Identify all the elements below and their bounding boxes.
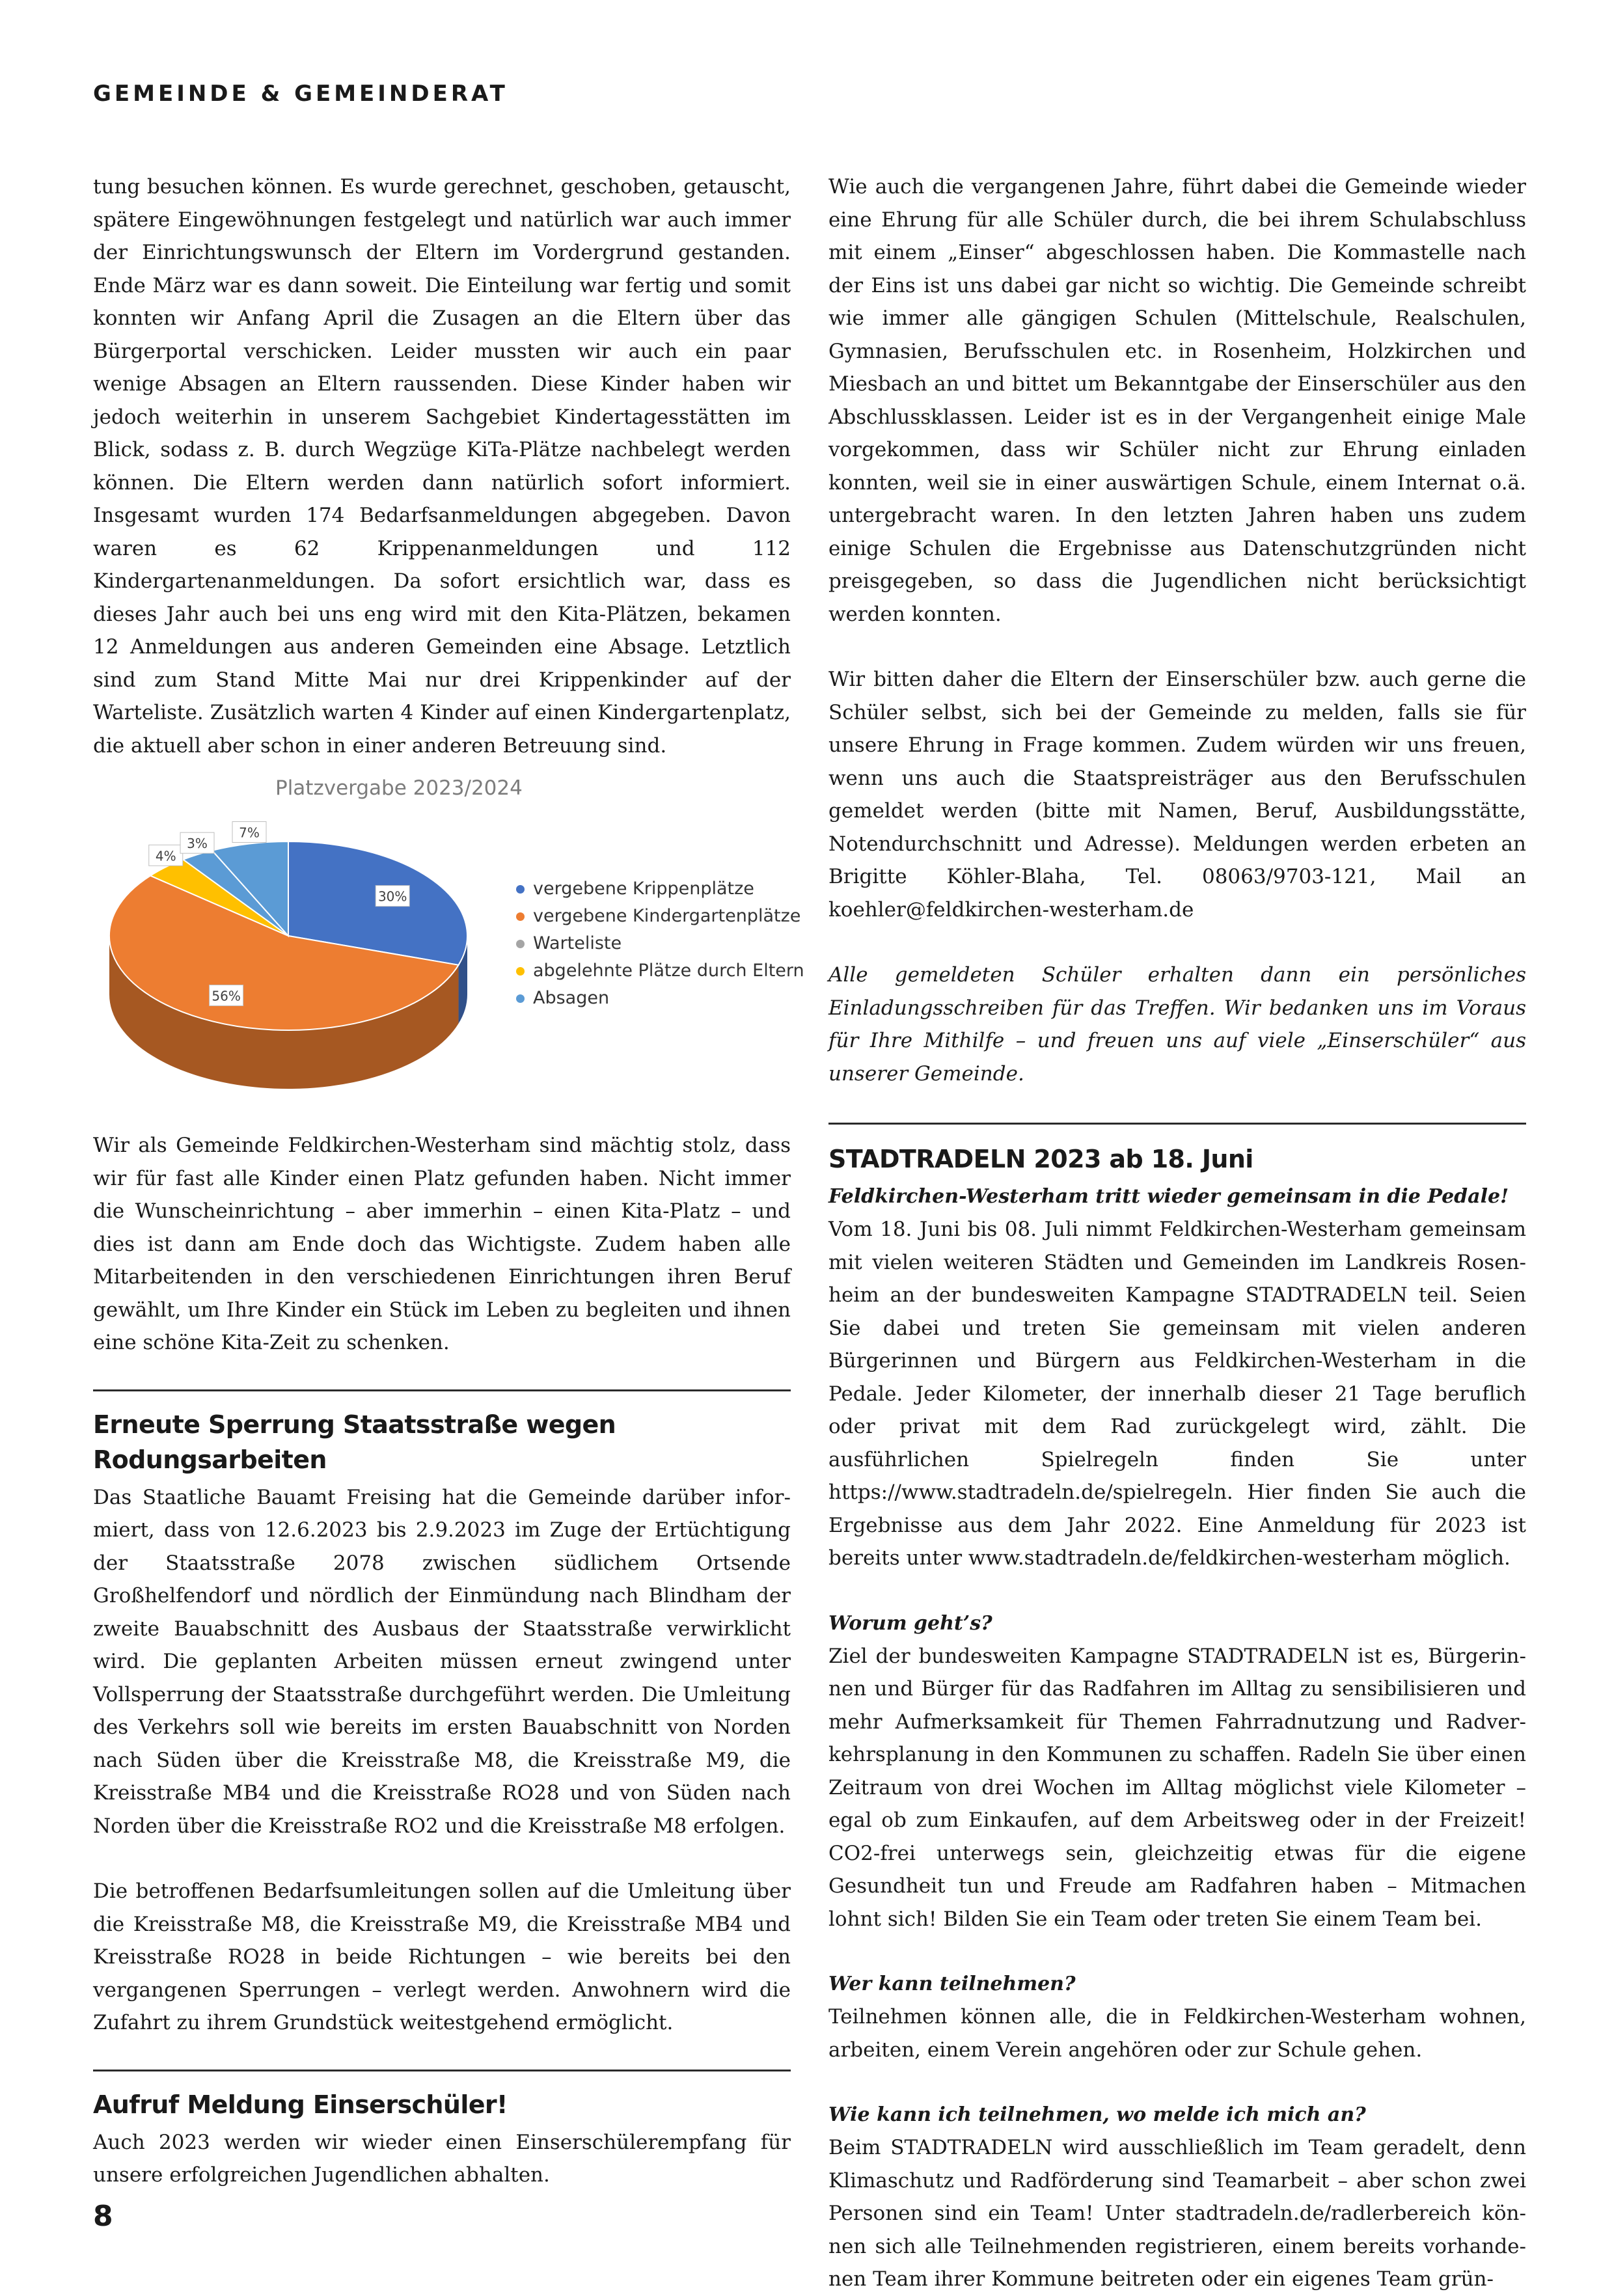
pie-chart (93, 776, 804, 1115)
legend-item (516, 957, 804, 985)
legend-marker (516, 912, 525, 921)
einser-paragraph-3: Wir bitten daher die Eltern der Einserschüler bzw. auch gerne die Schüler selbst, sich bei der Gemeinde zu melden, falls sie für unsere Ehrung in Frage kommen. Zudem würden wir uns freuen, wenn uns auch die Staatspreisträger aus den Berufsschulen gemeldet werden (bitte mit Namen, Beruf, Ausbildungsstätte, Notendurchschnitt und Adresse). Meldungen werden erbeten an Brigitte Köhler-Blaha, Tel. 08063/9703-121, Mail an koehler@feldkirchen-westerham.de (828, 668, 1526, 922)
legend-label: abgelehnte Plätze durch Eltern (533, 961, 804, 981)
pie-chart-svg (93, 776, 510, 1115)
einser-paragraph-2: Wie auch die vergangenen Jahre, führt dabei die Gemeinde wieder eine Ehrung für alle Schüler durch, die bei ihrem Schulabschluss mit einem „Einser“ abgeschlossen haben. Die Kommastelle nach der Eins ist uns dabei gar nicht so wichtig. Die Gemeinde schreibt wie immer alle gängigen Schulen (Mittelschule, Realschulen, Gymnasien, Berufsschulen etc. in Rosenheim, Holzkirchen und Miesbach an und bittet um Bekanntgabe der Einserschüler aus den Abschlussklassen. Leider ist es in der Vergangenheit einige Male vorgekommen, dass wir Schüler nicht zur Ehrung einladen konnten, weil sie in einer auswärtigen Schule, einem Internat o.ä. untergebracht waren. In den letzten Jahren haben uns zudem einige Schulen die Ergebnisse aus Datenschutzgründen nicht preisgegeben, so dass die Jugendlichen nicht berücksichtigt werden konnten. (828, 175, 1526, 626)
worum-subheading: Worum geht’s? (828, 1611, 992, 1635)
stadtradeln-subheading: Feldkirchen-Westerham tritt wieder gemeinsam in die Pedale! (828, 1185, 1509, 1208)
running-head: GEMEINDE & GEMEINDERAT (93, 81, 508, 107)
chart-legend (516, 875, 804, 1012)
sperrung-paragraph-1: Das Staatliche Bauamt Freising hat die Gemeinde darüber informiert, dass von 12.6.2023 bis 2.9.2023 im Zuge der Ertüchtigung der Staatsstraße 2078 zwischen südlichem Ortsende Großhelfendorf und nördlich der Einmündung nach Blindham der zweite Bauabschnitt des Ausbaus der Staatsstraße verwirklicht wird. Die geplanten Arbeiten müssen erneut zwingend unter Vollsperrung der Staatsstraße durchgeführt werden. Die Umleitung des Verkehrs soll wie bereits im ersten Bauabschnitt von Norden nach Süden über die Kreisstraße M8, die Kreisstraße M9, die Kreisstraße MB4 und die Kreisstraße RO28 und von Süden nach Norden über die Kreisstraße RO2 und die Kreisstraße M8 erfolgen. (93, 1485, 791, 1838)
legend-item (516, 903, 804, 930)
chart-title: Platzvergabe 2023/2024 (275, 776, 523, 800)
pie-data-label-1: 56% (212, 988, 241, 1004)
legend-marker (516, 994, 525, 1003)
pie-data-label-5: 7% (239, 825, 260, 841)
stadtradeln-heading: STADTRADELN 2023 ab 18. Juni (828, 1145, 1253, 1173)
einser-paragraph-1: Auch 2023 werden wir wieder einen Einserschülerempfang für unsere erfolgreichen Jugendlichen abhalten. (93, 2130, 791, 2187)
wie-paragraph: Beim STADTRADELN wird ausschließlich im Team geradelt, denn Klimaschutz und Radförderung sind Teamarbeit – aber schon zwei Personen sind ein Team! Unter stadtradeln.de/radlerbereich können sich alle Teilnehmenden registrieren, einem bereits vorhandenen Team ihrer Kommune beitreten oder ein eigenes Team grün- (828, 2136, 1526, 2291)
pie-data-label-0: 30% (377, 888, 407, 905)
wer-paragraph: Teilnehmen können alle, die in Feldkirchen-Westerham wohnen, arbeiten, einem Verein angehören oder zur Schule gehen. (828, 2005, 1526, 2062)
legend-item (516, 930, 804, 957)
stadtradeln-paragraph: Vom 18. Juni bis 08. Juli nimmt Feldkirchen-Westerham gemeinsam mit vielen weiteren Städten und Gemeinden im Landkreis Rosenheim an der bundesweiten Kampagne STADTRADELN teil. Seien Sie dabei und treten Sie gemeinsam mit vielen anderen Bürgerinnen und Bürgern aus Feldkirchen-Westerham in die Pedale. Jeder Kilometer, der innerhalb dieser 21 Tage beruflich oder privat mit dem Rad zurückgelegt wird, zählt. Die ausführlichen Spielregeln finden Sie unter https://www.stadtradeln.de/spielregeln. Hier finden Sie auch die Ergebnisse aus dem Jahr 2022. Eine Anmeldung für 2023 ist bereits unter www.stadtradeln.de/feldkirchen-westerham möglich. (828, 1218, 1526, 1570)
legend-label: vergebene Kindergartenplätze (533, 906, 801, 926)
right-column (828, 171, 1526, 2296)
sperrung-heading: Erneute Sperrung Staatsstraße wegen Rodungsarbeiten (93, 1410, 616, 1474)
legend-marker (516, 940, 525, 948)
legend-label: Absagen (533, 988, 610, 1008)
legend-marker (516, 967, 525, 976)
worum-paragraph: Ziel der bundesweiten Kampagne STADTRADELN ist es, Bürgerinnen und Bürger für das Radfahren im Alltag zu sensibilisieren und mehr Aufmerksamkeit für Themen Fahrradnutzung und Radverkehrsplanung in den Kommunen zu schaffen. Radeln Sie über einen Zeitraum von drei Wochen im Alltag möglichst viele Kilometer – egal ob zum Einkaufen, auf dem Arbeitsweg oder in der Freizeit! CO2-frei unterwegs sein, gleichzeitig etwas für die eigene Gesundheit tun und Freude am Radfahren haben – Mitmachen lohnt sich! Bilden Sie ein Team oder treten Sie einem Team bei. (828, 1644, 1526, 1931)
sperrung-paragraph-2: Die betroffenen Bedarfsumleitungen sollen auf die Umleitung über die Kreisstraße M8, die Kreisstraße M9, die Kreisstraße MB4 und Kreisstraße RO28 in beide Richtungen – wie bereits bei den vergangenen Sperrungen – verlegt werden. Anwohnern wird die Zufahrt zu ihrem Grundstück weitestgehend ermöglicht. (93, 1879, 791, 2034)
wie-subheading: Wie kann ich teilnehmen, wo melde ich mich an? (828, 2103, 1366, 2126)
left-column (93, 171, 804, 2192)
legend-item (516, 985, 804, 1012)
pie-data-label-4: 3% (187, 836, 208, 852)
einser-heading: Aufruf Meldung Einserschüler! (93, 2090, 508, 2119)
legend-marker (516, 885, 525, 894)
kita-paragraph: tung besuchen können. Es wurde gerechnet, geschoben, getauscht, spätere Eingewöhnungen festgelegt und natürlich war auch immer der Einrichtungswunsch der Eltern im Vordergrund gestanden. Ende März war es dann soweit. Die Einteilung war fertig und somit konnten wir Anfang April die Zusagen an die Eltern über das Bürgerportal verschicken. Leider mussten wir auch ein paar wenige Absagen an Eltern raussenden. Diese Kinder haben wir jedoch weiterhin in unserem Sachgebiet Kindertagesstätten im Blick, sodass z. B. durch Wegzüge KiTa-Plätze nachbelegt werden können. Die Eltern werden dann natürlich sofort informiert. Insgesamt wurden 174 Bedarfsanmeldungen abgegeben. Davon waren es 62 Krippenanmeldungen und 112 Kindergartenanmeldungen. Da sofort ersichtlich war, dass es dieses Jahr auch bei uns eng wird mit den Kita-Plätzen, bekamen 12 Anmeldungen aus anderen Gemeinden eine Absage. Letztlich sind zum Stand Mitte Mai nur drei Krippenkinder auf der Warteliste. Zusätzlich warten 4 Kinder auf einen Kindergartenplatz, die aktuell aber schon in einer anderen Betreuung sind. (93, 175, 791, 758)
stolz-paragraph: Wir als Gemeinde Feldkirchen-Westerham sind mächtig stolz, dass wir für fast alle Kinder einen Platz gefunden haben. Nicht immer die Wunscheinrichtung – aber immerhin – einen Kita-Platz – und dies ist dann am Ende doch das Wichtigste. Zudem haben alle Mitarbeitenden in den verschiedenen Einrichtungen ihren Beruf gewählt, um Ihre Kinder ein Stück im Leben zu begleiten und ihnen eine schöne Kita-Zeit zu schenken. (93, 1134, 791, 1354)
legend-label: Warteliste (533, 933, 622, 953)
page-number: 8 (93, 2200, 113, 2233)
legend-item (516, 875, 804, 903)
pie-data-label-3: 4% (155, 848, 176, 864)
wer-subheading: Wer kann teilnehmen? (828, 1973, 1076, 1995)
legend-label: vergebene Krippenplätze (533, 879, 754, 899)
einser-paragraph-4: Alle gemeldeten Schüler erhalten dann ein persönliches Einladungsschreiben für das Treffen. Wir bedanken uns im Voraus für Ihre Mithilfe – und freuen uns auf viele „Einserschüler“ aus unserer Gemeinde. (828, 963, 1526, 1086)
